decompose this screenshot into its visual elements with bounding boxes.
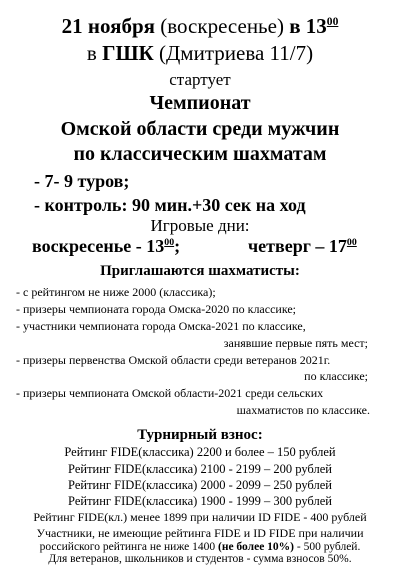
game-day-2: четверг – $17^{00}$ — [248, 236, 357, 256]
fee-row: Рейтинг FIDE(классика) 2200 и более – 150 рублей — [64, 445, 336, 459]
fee-discount-row: Для ветеранов, школьников и студентов - сумма взносов 50%. — [48, 553, 352, 565]
venue: ГШК — [102, 41, 154, 65]
list-item: - призеры чемпионата Омской области-2021 среди сельских — [16, 386, 324, 400]
list-item: занявшие первые пять мест; — [223, 336, 368, 350]
list-item: - с рейтингом не ниже 2000 (классика); — [16, 285, 216, 299]
place-line — [0, 41, 400, 66]
rounds: - 7- 9 туров; — [34, 171, 130, 191]
in-word-2: в — [86, 41, 97, 65]
time-control: - контроль: 90 мин.+30 сек на ход — [34, 195, 306, 215]
starts-label: стартует — [169, 70, 231, 89]
game-days-label: Игровые дни: — [150, 216, 250, 235]
fee-row: российского рейтинга не ниже 1400 (не более 10%) - 500 рублей. — [39, 541, 361, 553]
title-line-2: Омской области среди мужчин — [60, 118, 340, 140]
date-line — [0, 14, 400, 39]
fee-row: Рейтинг FIDE(кл.) менее 1899 при наличии ID FIDE - 400 рублей — [33, 510, 367, 524]
in-word: в — [289, 14, 301, 38]
list-item: - призеры чемпионата города Омска-2020 по классике; — [16, 302, 297, 316]
game-day-1: воскресенье - $13^{00}$; — [32, 236, 181, 256]
fee-row: Рейтинг FIDE(классика) 2000 - 2099 – 250 рублей — [68, 478, 332, 492]
weekday: (воскресенье) — [160, 14, 284, 38]
invite-heading: Приглашаются шахматисты: — [100, 263, 300, 279]
list-item: по классике; — [304, 369, 368, 383]
fee-row: Рейтинг FIDE(классика) 1900 - 1999 – 300 рублей — [68, 494, 332, 508]
title-line-1: Чемпионат — [149, 92, 251, 114]
start-hour: $13^{00}$ — [305, 14, 339, 38]
fee-row: Рейтинг FIDE(классика) 2100 - 2199 – 200 рублей — [68, 462, 332, 476]
fee-row: Участники, не имеющие рейтинга FIDE и ID FIDE при наличии — [36, 526, 364, 540]
title-line-3: по классическим шахматам — [73, 143, 327, 165]
fee-heading: Турнирный взнос: — [137, 427, 263, 443]
address: (Дмитриева 11/7) — [158, 41, 314, 65]
list-item: - призеры первенства Омской области среди ветеранов 2021г. — [16, 353, 331, 367]
list-item: шахматистов по классике. — [236, 403, 370, 417]
list-item: - участники чемпионата города Омска-2021 по классике, — [16, 319, 306, 333]
date: 21 ноября — [61, 14, 156, 38]
